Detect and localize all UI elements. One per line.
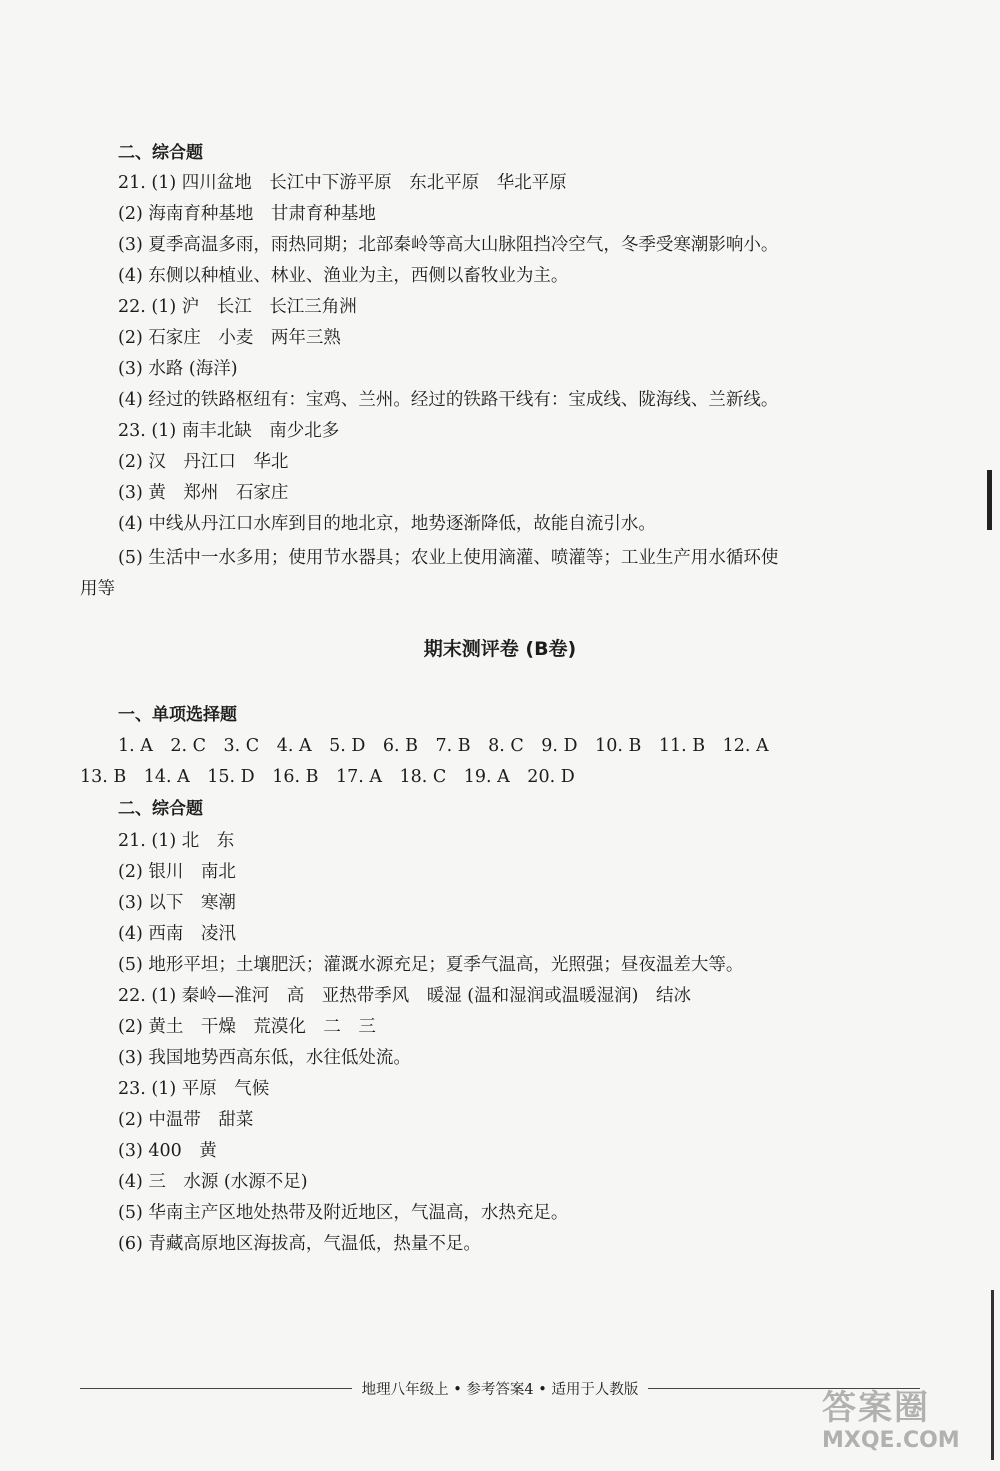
answer-line: (5) 地形平坦；土壤肥沃；灌溉水源充足；夏季气温高，光照强；昼夜温差大等。 [118,955,744,975]
page-footer [80,1376,920,1400]
answer-line-continuation: 13. B 14. A 15. D 16. B 17. A 18. C 19. A 20. D [80,767,575,787]
answer-line: (4) 三 水源 (水源不足) [118,1172,308,1192]
answer-line: (6) 青藏高原地区海拔高，气温低，热量不足。 [118,1234,481,1254]
answer-line: (2) 中温带 甜菜 [118,1110,254,1130]
scan-edge-mark [987,470,992,530]
answer-line: (2) 海南育种基地 甘肃育种基地 [118,204,376,224]
footer-text: 地理八年级上 • 参考答案4 • 适用于人教版 [361,1381,639,1398]
answer-line: 23. (1) 平原 气候 [118,1079,270,1099]
answer-line: (3) 水路 (海洋) [118,359,238,379]
answer-line: (2) 银川 南北 [118,862,236,882]
section-heading: 一、单项选择题 [118,705,237,725]
answer-line: 21. (1) 四川盆地 长江中下游平原 东北平原 华北平原 [118,173,567,193]
answer-line: (2) 汉 丹江口 华北 [118,452,289,472]
answer-line: (3) 夏季高温多雨，雨热同期；北部秦岭等高大山脉阻挡冷空气，冬季受寒潮影响小。 [118,235,779,255]
answer-line: 21. (1) 北 东 [118,831,235,851]
answer-line: (5) 生活中一水多用；使用节水器具；农业上使用滴灌、喷灌等；工业生产用水循环使 [118,548,779,568]
answer-line: (4) 中线从丹江口水库到目的地北京，地势逐渐降低，故能自流引水。 [118,514,656,534]
answer-line: (4) 西南 凌汛 [118,924,236,944]
watermark-logo [822,1388,992,1466]
watermark-url: MXQE.COM [822,1428,960,1453]
answer-line: (4) 经过的铁路枢纽有：宝鸡、兰州。经过的铁路干线有：宝成线、陇海线、兰新线。 [118,390,779,410]
answer-line: 1. A 2. C 3. C 4. A 5. D 6. B 7. B 8. C 9. D 10. B 11. B 12. A [118,736,769,756]
exam-title: 期末测评卷 (B卷) [423,638,577,660]
footer-rule-left [80,1388,352,1389]
answer-line: (2) 黄土 干燥 荒漠化 二 三 [118,1017,376,1037]
answer-line: (4) 东侧以种植业、林业、渔业为主，西侧以畜牧业为主。 [118,266,569,286]
answer-line: 22. (1) 秦岭—淮河 高 亚热带季风 暖湿 (温和湿润或温暖湿润) 结冰 [118,986,691,1006]
answer-line: (3) 400 黄 [118,1141,217,1161]
answer-line: 23. (1) 南丰北缺 南少北多 [118,421,340,441]
watermark-logo-text: 答案圈 [822,1388,930,1428]
answer-line: (5) 华南主产区地处热带及附近地区，气温高，水热充足。 [118,1203,569,1223]
answer-line: (2) 石家庄 小麦 两年三熟 [118,328,341,348]
section-heading: 二、综合题 [118,799,203,819]
answer-line: (3) 以下 寒潮 [118,893,236,913]
answer-line-continuation: 用等 [80,579,115,599]
answer-line: (3) 黄 郑州 石家庄 [118,483,289,503]
section-heading: 二、综合题 [118,143,203,163]
answer-line: (3) 我国地势西高东低，水往低处流。 [118,1048,411,1068]
answer-line: 22. (1) 沪 长江 长江三角洲 [118,297,357,317]
